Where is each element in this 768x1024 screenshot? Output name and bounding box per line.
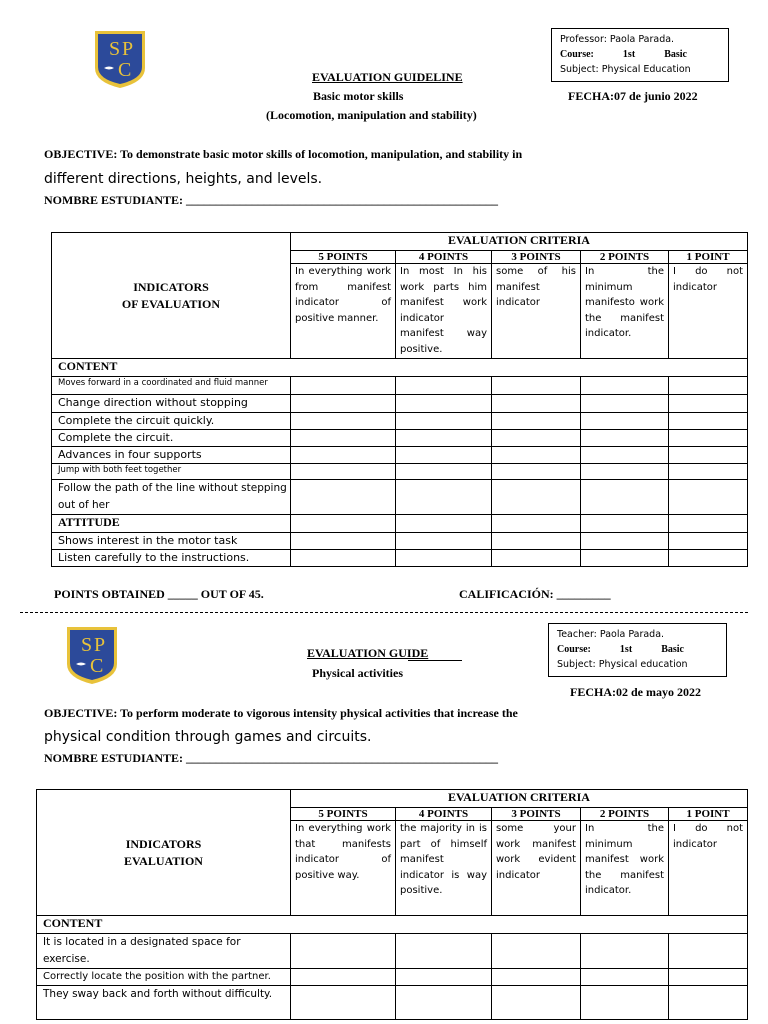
criteria-desc-5: In everything work from manifest indicator of positive manner. (291, 264, 396, 359)
table-row (52, 447, 748, 464)
score-cell[interactable] (396, 430, 492, 447)
score-cell[interactable] (581, 464, 669, 480)
svg-text:S: S (109, 38, 121, 60)
criteria-desc-4: In most In his work parts him manifest work indicator manifest way positive. (396, 264, 492, 359)
points-1-header: 1 POINT (669, 808, 748, 821)
subtitle-detail: (Locomotion, manipulation and stability) (266, 108, 477, 122)
table-row (37, 986, 748, 1020)
score-cell[interactable] (291, 533, 396, 550)
info-box (551, 28, 729, 82)
table-row (52, 413, 748, 430)
points-5-header: 5 POINTS (291, 251, 396, 264)
score-cell[interactable] (581, 430, 669, 447)
student-name-field[interactable]: NOMBRE ESTUDIANTE: ____________________________________________________ (44, 193, 499, 207)
points-4-header: 4 POINTS (396, 808, 492, 821)
course-label: Course: (560, 49, 594, 60)
date: FECHA:07 de junio 2022 (568, 89, 698, 103)
score-cell[interactable] (291, 447, 396, 464)
indicator-cell: Complete the circuit. (52, 430, 291, 447)
score-cell[interactable] (581, 377, 669, 395)
score-cell[interactable] (396, 480, 492, 515)
score-cell[interactable] (291, 550, 396, 567)
indicator-cell: Change direction without stopping (52, 395, 291, 413)
score-cell[interactable] (396, 934, 492, 969)
indicator-cell: Jump with both feet together (52, 464, 291, 480)
score-cell[interactable] (669, 986, 748, 1020)
title-underline (408, 660, 462, 661)
score-cell[interactable] (492, 464, 581, 480)
criteria-desc-2: In the minimum manifesto work the manifest indicator. (581, 264, 669, 359)
score-cell[interactable] (291, 515, 396, 533)
score-cell[interactable] (291, 413, 396, 430)
score-cell[interactable] (291, 377, 396, 395)
score-cell[interactable] (669, 934, 748, 969)
criteria-header: EVALUATION CRITERIA (291, 233, 748, 251)
score-cell[interactable] (581, 413, 669, 430)
indicator-cell: Advances in four supports (52, 447, 291, 464)
table-row (52, 550, 748, 567)
school-logo (92, 28, 148, 90)
course-level: Basic (661, 644, 684, 655)
score-cell[interactable] (581, 986, 669, 1020)
calificacion: CALIFICACIÓN: _________ (459, 587, 611, 601)
score-cell[interactable] (492, 934, 581, 969)
score-cell[interactable] (669, 464, 748, 480)
score-cell[interactable] (396, 395, 492, 413)
page-title: EVALUATION GUIDE (307, 646, 429, 660)
evaluation-table (36, 789, 748, 1020)
section-content: CONTENT (52, 359, 748, 377)
table-row (52, 464, 748, 480)
score-cell[interactable] (581, 480, 669, 515)
svg-text:C: C (118, 59, 132, 81)
score-cell[interactable] (492, 986, 581, 1020)
score-cell[interactable] (669, 969, 748, 986)
indicator-cell: Complete the circuit quickly. (52, 413, 291, 430)
objective: OBJECTIVE: To perform moderate to vigorous intensity physical activities that increase the (44, 706, 518, 720)
table-row (52, 480, 748, 515)
date: FECHA:02 de mayo 2022 (570, 685, 701, 699)
indicator-cell: Listen carefully to the instructions. (52, 550, 291, 567)
score-cell[interactable] (291, 430, 396, 447)
score-cell[interactable] (396, 986, 492, 1020)
score-cell[interactable] (396, 550, 492, 567)
score-cell[interactable] (492, 430, 581, 447)
score-cell[interactable] (581, 969, 669, 986)
score-cell[interactable] (291, 934, 396, 969)
criteria-header: EVALUATION CRITERIA (291, 790, 748, 808)
score-cell[interactable] (291, 464, 396, 480)
score-cell[interactable] (581, 934, 669, 969)
score-cell[interactable] (396, 533, 492, 550)
course-value: 1st (619, 644, 633, 655)
criteria-desc-3: some your work manifest work evident indicator (492, 821, 581, 916)
score-cell[interactable] (581, 447, 669, 464)
page-title: EVALUATION GUIDELINE (312, 70, 463, 84)
table-row (37, 969, 748, 986)
score-cell[interactable] (669, 533, 748, 550)
svg-text:P: P (122, 38, 134, 60)
table-row (52, 533, 748, 550)
score-cell[interactable] (581, 395, 669, 413)
indicator-cell: It is located in a designated space for exercise. (37, 934, 291, 969)
course-level: Basic (664, 49, 687, 60)
points-2-header: 2 POINTS (581, 251, 669, 264)
indicator-cell: They sway back and forth without difficulty. (37, 986, 291, 1020)
criteria-desc-4: the majority in is part of himself manifest indicator is way positive. (396, 821, 492, 916)
score-cell[interactable] (396, 969, 492, 986)
criteria-desc-3: some of his manifest indicator (492, 264, 581, 359)
criteria-desc-1: I do not indicator (669, 264, 748, 359)
score-cell[interactable] (669, 413, 748, 430)
score-cell[interactable] (291, 969, 396, 986)
evaluation-table (51, 232, 748, 567)
score-cell[interactable] (669, 550, 748, 567)
points-4-header: 4 POINTS (396, 251, 492, 264)
score-cell[interactable] (396, 464, 492, 480)
score-cell[interactable] (492, 969, 581, 986)
subject-line: Subject: Physical education (557, 659, 688, 670)
points-3-header: 3 POINTS (492, 251, 581, 264)
table-row (52, 377, 748, 395)
score-cell[interactable] (396, 447, 492, 464)
score-cell[interactable] (581, 515, 669, 533)
score-cell[interactable] (396, 377, 492, 395)
points-obtained: POINTS OBTAINED _____ OUT OF 45. (54, 587, 264, 601)
score-cell[interactable] (396, 413, 492, 430)
score-cell[interactable] (669, 447, 748, 464)
subtitle: Physical activities (312, 666, 403, 680)
score-cell[interactable] (396, 515, 492, 533)
svg-text:P: P (94, 634, 106, 656)
table-row (52, 430, 748, 447)
table-row (52, 395, 748, 413)
score-cell[interactable] (669, 480, 748, 515)
svg-text:C: C (90, 655, 104, 677)
score-cell[interactable] (669, 515, 748, 533)
indicators-header: INDICATORS OF EVALUATION (52, 233, 291, 359)
score-cell[interactable] (492, 533, 581, 550)
score-cell[interactable] (492, 515, 581, 533)
indicators-header: INDICATORS EVALUATION (37, 790, 291, 916)
objective-continued: physical condition through games and circuits. (44, 729, 372, 745)
indicator-cell: Correctly locate the position with the partner. (37, 969, 291, 986)
table-row (37, 934, 748, 969)
score-cell[interactable] (492, 447, 581, 464)
section-attitude: ATTITUDE (52, 515, 291, 533)
info-box (548, 623, 727, 677)
score-cell[interactable] (492, 480, 581, 515)
points-3-header: 3 POINTS (492, 808, 581, 821)
score-cell[interactable] (492, 413, 581, 430)
section-content: CONTENT (37, 916, 748, 934)
objective: OBJECTIVE: To demonstrate basic motor skills of locomotion, manipulation, and stability in (44, 147, 523, 161)
subtitle: Basic motor skills (313, 89, 404, 103)
teacher-line: Teacher: Paola Parada. (557, 629, 665, 640)
objective-continued: different directions, heights, and levels. (44, 171, 323, 187)
course-value: 1st (622, 49, 636, 60)
score-cell[interactable] (492, 377, 581, 395)
points-1-header: 1 POINT (669, 251, 748, 264)
score-cell[interactable] (669, 430, 748, 447)
points-2-header: 2 POINTS (581, 808, 669, 821)
indicator-cell: Shows interest in the motor task (52, 533, 291, 550)
score-cell[interactable] (581, 550, 669, 567)
points-5-header: 5 POINTS (291, 808, 396, 821)
score-cell[interactable] (291, 986, 396, 1020)
course-label: Course: (557, 644, 591, 655)
score-cell[interactable] (291, 395, 396, 413)
score-cell[interactable] (581, 533, 669, 550)
indicator-cell: Moves forward in a coordinated and fluid manner (52, 377, 291, 395)
criteria-desc-5: In everything work that manifests indicator of positive way. (291, 821, 396, 916)
criteria-desc-2: In the minimum manifest work the manifest indicator. (581, 821, 669, 916)
score-cell[interactable] (492, 395, 581, 413)
score-cell[interactable] (669, 377, 748, 395)
criteria-desc-1: I do not indicator (669, 821, 748, 916)
score-cell[interactable] (291, 480, 396, 515)
svg-text:S: S (81, 634, 93, 656)
student-name-field[interactable]: NOMBRE ESTUDIANTE: ____________________________________________________ (44, 751, 499, 765)
score-cell[interactable] (669, 395, 748, 413)
subject-line: Subject: Physical Education (560, 64, 691, 75)
score-cell[interactable] (492, 550, 581, 567)
school-logo (64, 624, 120, 686)
cut-line-divider (20, 612, 748, 613)
professor-line: Professor: Paola Parada. (560, 34, 675, 45)
indicator-cell: Follow the path of the line without stepping out of her (52, 480, 291, 515)
